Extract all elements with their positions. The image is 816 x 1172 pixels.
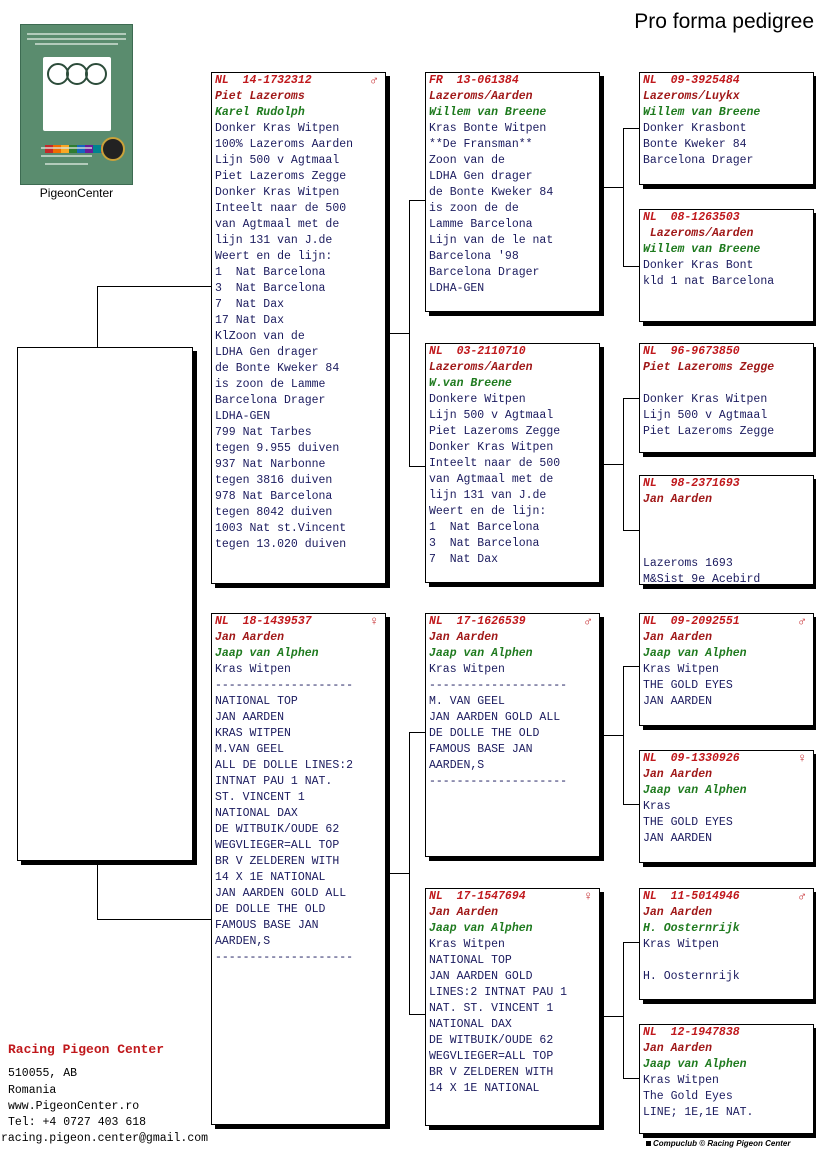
photo-frame [17, 347, 193, 861]
ring-number-text: NL 12-1947838 [643, 1026, 740, 1039]
connector-line [623, 128, 624, 266]
pedigree-card-dam-sire-dam[interactable] [639, 750, 814, 863]
note-line: tegen 13.020 duiven [215, 538, 347, 551]
note-line: 100% Lazeroms Aarden [215, 138, 354, 151]
owner-name: Jan Aarden [429, 906, 499, 919]
note-line: Kras Witpen [215, 663, 291, 676]
note-line: NATIONAL TOP [215, 695, 298, 708]
owner-name: Jan Aarden [643, 768, 713, 781]
connector-line [409, 200, 425, 201]
note-line: AARDEN,S [215, 935, 271, 948]
breeder-name: Jaap van Alphen [429, 922, 533, 935]
ring-number [215, 614, 382, 630]
note-line: Piet Lazeroms Zegge [215, 170, 347, 183]
breeder-name: Willem van Breene [643, 106, 761, 119]
pedigree-card-dam-dam-dam[interactable] [639, 1024, 814, 1134]
pedigree-card-sire-dam-sire[interactable] [639, 343, 814, 453]
note-line: LINES:2 INTNAT PAU 1 [429, 986, 568, 999]
note-line: -------------------- [215, 679, 354, 692]
note-line: de Bonte Kweker 84 [429, 186, 554, 199]
note-line: LDHA Gen drager [215, 346, 319, 359]
connector-line [386, 873, 410, 874]
note-line: -------------------- [429, 679, 568, 692]
website-link[interactable]: www.PigeonCenter.ro [8, 1100, 140, 1113]
note-line: Kras Witpen [429, 663, 505, 676]
note-line: DE WITBUIK/OUDE 62 [429, 1034, 554, 1047]
owner-name: Jan Aarden [643, 906, 713, 919]
note-line: WEGVLIEGER=ALL TOP [215, 839, 340, 852]
connector-line [600, 735, 624, 736]
male-icon: ♂ [370, 73, 378, 88]
note-line: 1 Nat Barcelona [215, 266, 326, 279]
phone-line: Tel: +4 0727 403 618 [8, 1116, 147, 1129]
note-line: lijn 131 van J.de [215, 234, 333, 247]
pedigree-card-dam-dam-sire[interactable] [639, 888, 814, 1000]
note-line [643, 524, 810, 540]
note-line: 799 Nat Tarbes [215, 426, 312, 439]
ring-number-text: NL 09-3925484 [643, 74, 740, 87]
connector-line [623, 666, 624, 804]
note-line: Piet Lazeroms Zegge [429, 425, 561, 438]
note-line: DE DOLLE THE OLD [429, 727, 540, 740]
note-line: NATIONAL DAX [215, 807, 298, 820]
note-line: JAN AARDEN [643, 832, 713, 845]
note-line: 3 Nat Barcelona [429, 537, 540, 550]
ring-number [643, 476, 810, 492]
male-icon: ♂ [798, 889, 806, 904]
pedigree-card-sire-sire-dam[interactable] [639, 209, 814, 322]
note-line: NAT. ST. VINCENT 1 [429, 1002, 554, 1015]
ring-number-text: NL 08-1263503 [643, 211, 740, 224]
footer-credit [646, 1139, 790, 1148]
breeder-name [643, 508, 810, 524]
ring-number [643, 614, 810, 630]
address-line: 510055, AB [8, 1067, 78, 1080]
breeder-name: Jaap van Alphen [643, 784, 747, 797]
note-line: ST. VINCENT 1 [215, 791, 305, 804]
ring-number [215, 73, 382, 89]
note-line: BR V ZELDEREN WITH [429, 1066, 554, 1079]
note-line: FAMOUS BASE JAN [215, 919, 319, 932]
pigeon-center-logo [20, 24, 133, 185]
ring-number [429, 614, 596, 630]
pedigree-card-sire-sire[interactable] [425, 72, 600, 312]
note-line: Lamme Barcelona [429, 218, 533, 231]
note-line: van Agtmaal met de [215, 218, 340, 231]
connector-line [409, 732, 425, 733]
note-line: Inteelt naar de 500 [429, 457, 561, 470]
note-line: Zoon van de [429, 154, 505, 167]
note-line: tegen 9.955 duiven [215, 442, 340, 455]
page-title: Pro forma pedigree [634, 10, 814, 33]
ring-number-text: NL 98-2371693 [643, 477, 740, 490]
note-line: JAN AARDEN GOLD [429, 970, 533, 983]
note-line: Bonte Kweker 84 [643, 138, 747, 151]
note-line: Donker Kras Witpen [215, 186, 340, 199]
pedigree-card-sire[interactable] [211, 72, 386, 584]
note-line: Weert en de lijn: [429, 505, 547, 518]
note-line: Barcelona '98 [429, 250, 519, 263]
note-line: DE WITBUIK/OUDE 62 [215, 823, 340, 836]
connector-line [97, 286, 211, 287]
owner-name: Jan Aarden [643, 1042, 713, 1055]
connector-line [97, 919, 211, 920]
pedigree-card-dam-sire[interactable] [425, 613, 600, 857]
note-line: 1 Nat Barcelona [429, 521, 540, 534]
connector-line [623, 398, 624, 530]
note-line: is zoon de Lamme [215, 378, 326, 391]
note-line: 3 Nat Barcelona [215, 282, 326, 295]
note-line: kld 1 nat Barcelona [643, 275, 775, 288]
owner-name: Piet Lazeroms Zegge [643, 361, 775, 374]
connector-line [97, 863, 98, 919]
award-badge-icon [101, 137, 125, 161]
note-line: LDHA-GEN [215, 410, 271, 423]
note-line: de Bonte Kweker 84 [215, 362, 340, 375]
square-icon [646, 1141, 651, 1146]
note-line: ALL DE DOLLE LINES:2 [215, 759, 354, 772]
connector-line [623, 666, 639, 667]
ring-number [429, 889, 596, 905]
connector-line [623, 942, 639, 943]
note-line: JAN AARDEN [215, 711, 285, 724]
note-line: Donker Kras Bont [643, 259, 754, 272]
breeder-name: H. Oosternrijk [643, 922, 740, 935]
note-line: JAN AARDEN GOLD ALL [215, 887, 347, 900]
note-line: Kras Witpen [643, 1074, 719, 1087]
note-line: LDHA-GEN [429, 282, 485, 295]
note-line: tegen 8042 duiven [215, 506, 333, 519]
note-line: DE DOLLE THE OLD [215, 903, 326, 916]
breeder-name: Jaap van Alphen [215, 647, 319, 660]
breeder-name: Willem van Breene [643, 243, 761, 256]
male-icon: ♂ [584, 614, 592, 629]
note-line: is zoon de de [429, 202, 519, 215]
breeder-name [643, 376, 810, 392]
note-line: Weert en de lijn: [215, 250, 333, 263]
note-line [643, 953, 810, 969]
note-line: NATIONAL DAX [429, 1018, 512, 1031]
owner-name: Jan Aarden [215, 631, 285, 644]
note-line: LDHA Gen drager [429, 170, 533, 183]
note-line: The Gold Eyes [643, 1090, 733, 1103]
note-line: Lazeroms 1693 [643, 557, 733, 570]
note-line: 14 X 1E NATIONAL [215, 871, 326, 884]
pedigree-card-dam[interactable] [211, 613, 386, 1125]
female-icon: ♀ [370, 614, 378, 629]
note-line: Donker Kras Witpen [643, 393, 768, 406]
note-line: Piet Lazeroms Zegge [643, 425, 775, 438]
connector-line [600, 1016, 624, 1017]
connector-line [97, 286, 98, 347]
note-line: M&Sist 9e Acebird [643, 573, 761, 585]
note-line: 7 Nat Dax [215, 298, 285, 311]
note-line: Lijn van de le nat [429, 234, 554, 247]
note-line: FAMOUS BASE JAN [429, 743, 533, 756]
connector-line [409, 1014, 425, 1015]
ring-number-text: NL 14-1732312 [215, 74, 312, 87]
note-line: Inteelt naar de 500 [215, 202, 347, 215]
female-icon: ♀ [798, 751, 806, 766]
ring-number [643, 751, 810, 767]
note-line: BR V ZELDEREN WITH [215, 855, 340, 868]
note-line: Donker Krasbont [643, 122, 747, 135]
ring-number-text: FR 13-061384 [429, 74, 519, 87]
note-line: Barcelona Drager [429, 266, 540, 279]
note-line: KRAS WITPEN [215, 727, 291, 740]
ring-number [429, 73, 596, 89]
pedigree-card-sire-dam-dam[interactable] [639, 475, 814, 585]
note-line: AARDEN,S [429, 759, 485, 772]
note-line: 17 Nat Dax [215, 314, 285, 327]
note-line: WEGVLIEGER=ALL TOP [429, 1050, 554, 1063]
owner-name: Jan Aarden [643, 493, 713, 506]
note-line: Kras Bonte Witpen [429, 122, 547, 135]
ring-number [643, 889, 810, 905]
logo-caption: PigeonCenter [39, 186, 114, 200]
ring-number [643, 210, 810, 226]
ring-number [429, 344, 596, 360]
connector-line [409, 732, 410, 1014]
note-line: tegen 3816 duiven [215, 474, 333, 487]
ring-number [643, 73, 810, 89]
note-line: H. Oosternrijk [643, 970, 740, 983]
connector-line [623, 804, 639, 805]
ring-number-text: NL 09-1330926 [643, 752, 740, 765]
note-line [643, 540, 810, 556]
note-line: 7 Nat Dax [429, 553, 499, 566]
connector-line [623, 266, 639, 267]
owner-name: Jan Aarden [643, 631, 713, 644]
connector-line [623, 530, 639, 531]
note-line: KlZoon van de [215, 330, 305, 343]
note-line: THE GOLD EYES [643, 816, 733, 829]
ring-number-text: NL 09-2092551 [643, 615, 740, 628]
ring-number-text: NL 11-5014946 [643, 890, 740, 903]
breeder-name: Jaap van Alphen [643, 1058, 747, 1071]
ring-number-text: NL 18-1439537 [215, 615, 312, 628]
owner-name: Jan Aarden [429, 631, 499, 644]
note-line: Kras [643, 800, 671, 813]
note-line: INTNAT PAU 1 NAT. [215, 775, 333, 788]
note-line: THE GOLD EYES [643, 679, 733, 692]
footer-text: Compuclub © Racing Pigeon Center [653, 1139, 791, 1148]
note-line: 978 Nat Barcelona [215, 490, 333, 503]
pedigree-card-sire-sire-sire[interactable] [639, 72, 814, 185]
note-line: -------------------- [429, 775, 568, 788]
note-line: Donker Kras Witpen [215, 122, 340, 135]
owner-name: Lazeroms/Aarden [429, 361, 533, 374]
ring-number [643, 1025, 810, 1041]
email-link[interactable]: racing.pigeon.center@gmail.com [1, 1132, 209, 1145]
ring-number-text: NL 17-1547694 [429, 890, 526, 903]
owner-name: Piet Lazeroms [215, 90, 305, 103]
pedigree-card-sire-dam[interactable] [425, 343, 600, 583]
breeder-name: Jaap van Alphen [643, 647, 747, 660]
note-line: lijn 131 van J.de [429, 489, 547, 502]
note-line: Kras Witpen [643, 938, 719, 951]
note-line: 1003 Nat st.Vincent [215, 522, 347, 535]
note-line: Lijn 500 v Agtmaal [429, 409, 554, 422]
breeder-name: Karel Rudolph [215, 106, 305, 119]
connector-line [409, 200, 410, 466]
note-line: Lijn 500 v Agtmaal [643, 409, 768, 422]
note-line: van Agtmaal met de [429, 473, 554, 486]
note-line: Barcelona Drager [643, 154, 754, 167]
note-line: M. VAN GEEL [429, 695, 505, 708]
note-line: Lijn 500 v Agtmaal [215, 154, 340, 167]
breeder-name: W.van Breene [429, 377, 512, 390]
male-icon: ♂ [798, 614, 806, 629]
female-icon: ♀ [584, 889, 592, 904]
note-line: -------------------- [215, 951, 354, 964]
ring-number-text: NL 96-9673850 [643, 345, 740, 358]
connector-line [623, 398, 639, 399]
connector-line [623, 128, 639, 129]
note-line: NATIONAL TOP [429, 954, 512, 967]
owner-name: Lazeroms/Aarden [643, 227, 754, 240]
note-line: Donkere Witpen [429, 393, 526, 406]
connector-line [600, 187, 624, 188]
breeder-name: Jaap van Alphen [429, 647, 533, 660]
note-line: Barcelona Drager [215, 394, 326, 407]
note-line: **De Fransman** [429, 138, 533, 151]
note-line: Kras Witpen [643, 663, 719, 676]
pedigree-card-dam-sire-sire[interactable] [639, 613, 814, 726]
note-line: Kras Witpen [429, 938, 505, 951]
ring-number [643, 344, 810, 360]
note-line: M.VAN GEEL [215, 743, 285, 756]
ring-number-text: NL 17-1626539 [429, 615, 526, 628]
pedigree-card-dam-dam[interactable] [425, 888, 600, 1126]
breeder-name: Willem van Breene [429, 106, 547, 119]
owner-name: Lazeroms/Aarden [429, 90, 533, 103]
owner-name: Lazeroms/Luykx [643, 90, 740, 103]
note-line: 14 X 1E NATIONAL [429, 1082, 540, 1095]
country-line: Romania [8, 1084, 57, 1097]
note-line: LINE; 1E,1E NAT. [643, 1106, 754, 1119]
connector-line [623, 942, 624, 1078]
note-line: JAN AARDEN [643, 695, 713, 708]
note-line: JAN AARDEN GOLD ALL [429, 711, 561, 724]
company-name: Racing Pigeon Center [8, 1042, 165, 1057]
connector-line [623, 1078, 639, 1079]
note-line: Donker Kras Witpen [429, 441, 554, 454]
connector-line [409, 466, 425, 467]
connector-line [600, 464, 624, 465]
note-line: 937 Nat Narbonne [215, 458, 326, 471]
ring-number-text: NL 03-2110710 [429, 345, 526, 358]
connector-line [386, 333, 410, 334]
